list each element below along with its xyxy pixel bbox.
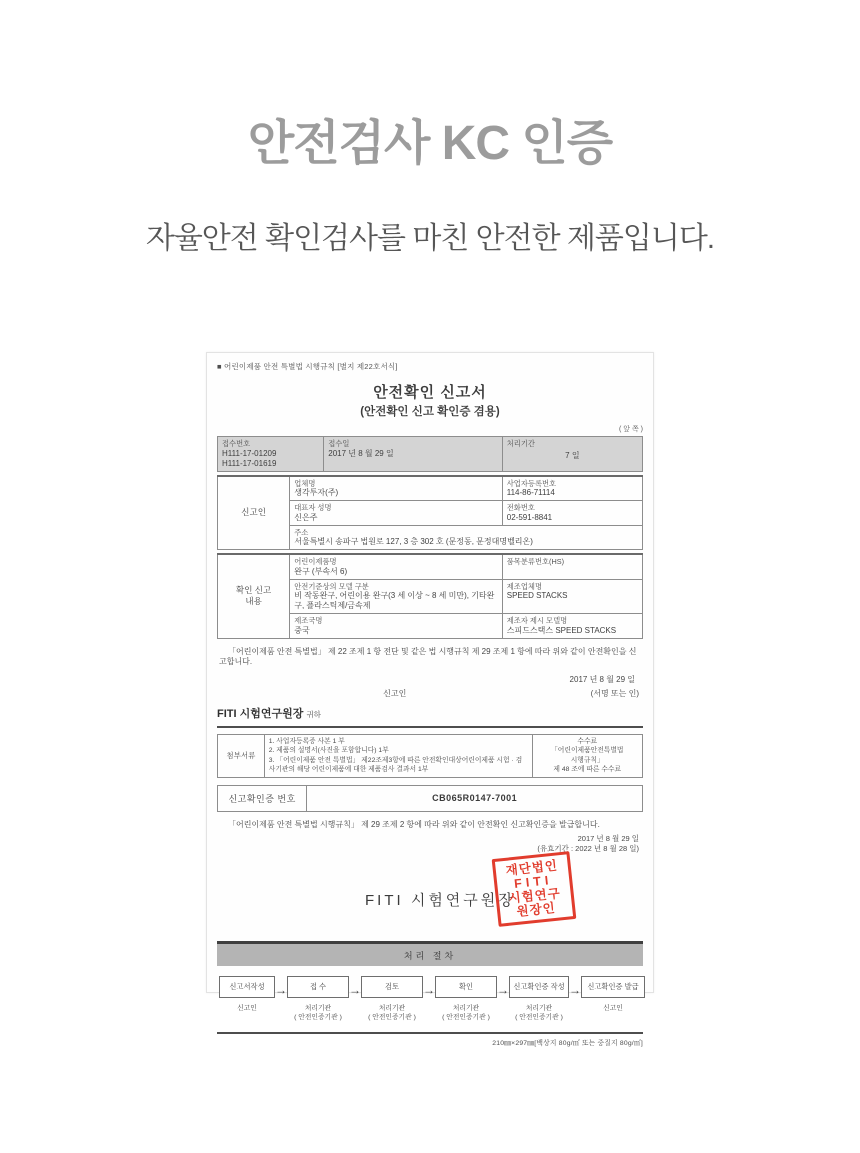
arrow-icon: → — [423, 983, 435, 998]
arrow-icon: → — [497, 983, 509, 998]
step-sub-line: 처리기관 — [304, 1005, 332, 1013]
address-value: 서울특별시 송파구 법원로 127, 3 층 302 호 (문정동, 문정대명벨리온) — [294, 537, 533, 546]
fee-cell — [532, 734, 643, 777]
stamp-line: FITI — [513, 873, 554, 892]
certificate-number-value: CB065R0147-7001 — [307, 785, 643, 811]
declaration-statement: 「어린이제품 안전 특별법」 제 22 조제 1 항 전단 및 같은 법 시행규칙 제 29 조제 1 항에 따라 위와 같이 안전확인을 신고합니다. — [219, 646, 637, 666]
company-label: 업체명 — [294, 478, 316, 488]
process-section-title: 처리 절차 — [217, 941, 643, 966]
maker-label: 제조업체명 — [506, 581, 542, 591]
phone-value: 02-591-8841 — [506, 512, 553, 522]
validity-period: (유효기간 : 2022 년 8 월 28 일) — [537, 843, 639, 853]
step-sub — [368, 1005, 416, 1023]
process-step — [219, 976, 275, 1014]
document-title: 안전확인 신고서 — [373, 384, 487, 401]
attachment-item: 1. 사업자등록증 사본 1 부 — [268, 737, 345, 745]
model-class-value: 비 작동완구, 어린이용 완구(3 세 이상 ~ 8 세 미만), 기타완구, 플라스틱제/금속제 — [294, 591, 495, 610]
issuer-name: FITI 시험연구원장 — [365, 892, 516, 910]
model-name-cell — [502, 614, 642, 639]
signature-row — [217, 688, 643, 699]
applicant-table — [217, 475, 643, 551]
fee-line: 「어린이제품안전특별법 — [551, 747, 624, 755]
issuance-dates — [217, 834, 639, 853]
bizno-label: 사업자등록번호 — [506, 478, 557, 488]
country-cell — [290, 614, 503, 639]
certificate-number-table — [217, 785, 643, 812]
step-sub — [515, 1005, 563, 1023]
fee-line: 제 48 조에 따른 수수료 — [553, 765, 622, 773]
step-box: 신고확인증 발급 — [581, 976, 645, 998]
step-sub-line: 처리기관 — [452, 1005, 480, 1013]
receipt-date-label: 접수일 — [328, 439, 350, 448]
maker-cell — [502, 579, 642, 614]
attachments-table — [217, 734, 643, 778]
step-box: 신고확인증 작성 — [509, 976, 569, 998]
attachments-list-cell — [264, 734, 532, 777]
addressee-suffix: 귀하 — [306, 709, 321, 719]
process-step — [509, 976, 569, 1023]
table-row — [218, 437, 643, 472]
declaration-date: 2017 년 8 월 29 일 — [569, 674, 635, 684]
step-box: 확인 — [435, 976, 497, 998]
phone-cell — [502, 501, 642, 526]
step-sub-line: ( 안전인증기관 ) — [294, 1014, 342, 1022]
model-class-label: 안전기준상의 모델 구분 — [294, 581, 369, 591]
ceo-cell — [290, 501, 503, 526]
declaration-section-label — [218, 554, 290, 638]
product-name-cell — [290, 554, 503, 579]
model-name-value: 스피드스택스 SPEED STACKS — [506, 625, 617, 635]
issuer-signature-area — [217, 855, 643, 939]
issuance-date: 2017 년 8 월 29 일 — [577, 834, 639, 844]
stamp-line: 재단법인 — [505, 858, 559, 879]
processing-period-label: 처리기간 — [506, 439, 535, 448]
stamp-line: 원장인 — [515, 901, 557, 920]
step-sub — [442, 1005, 490, 1023]
declaration-label-line2: 내용 — [245, 596, 262, 607]
receipt-no-label: 접수번호 — [222, 439, 251, 448]
step-sub-line: 처리기관 — [525, 1005, 553, 1013]
fee-line: 수수료 — [577, 738, 598, 746]
declaration-table — [217, 553, 643, 639]
address-cell — [290, 525, 643, 550]
table-row — [218, 785, 643, 811]
attachment-item: 3. 「어린이제품 안전 특별법」 제22조제3항에 따른 안전확인대상어린이제품 시험 · 검사기관의 해당 어린이제품에 대한 제품검사 결과서 1부 — [268, 756, 523, 774]
step-sub — [294, 1005, 342, 1023]
step-sub-line: ( 안전인증기관 ) — [515, 1014, 563, 1022]
certificate-number-label: 신고확인증 번호 — [218, 785, 307, 811]
issuance-statement: 「어린이제품 안전 특별법 시행규칙」 제 29 조제 2 항에 따라 위와 같이 안전확인 신고확인증을 발급합니다. — [228, 819, 600, 829]
hs-code-label: 품목분류번호(HS) — [506, 557, 565, 566]
signature-note: (서명 또는 인) — [590, 688, 639, 698]
country-value: 중국 — [294, 625, 310, 635]
section-divider — [217, 726, 643, 728]
process-step — [581, 976, 645, 1014]
company-value: 생각투자(주) — [294, 488, 339, 497]
processing-period-value: 7 일 — [565, 450, 580, 460]
applicant-section-label: 신고인 — [218, 476, 290, 550]
document-subtitle: (안전확인 신고 확인증 겸용) — [360, 406, 500, 418]
bottom-divider — [217, 1032, 643, 1034]
arrow-icon: → — [349, 983, 361, 998]
fee-line: 시행규칙」 — [570, 756, 604, 764]
page-subtitle: 자율안전 확인검사를 마친 안전한 제품입니다. — [145, 222, 715, 255]
addressee-name: FITI 시험연구원장 — [217, 707, 304, 720]
paper-spec-note: 210㎜×297㎜[백상지 80g/㎡ 또는 중질지 80g/㎡] — [492, 1039, 643, 1047]
step-sub-line: 처리기관 — [378, 1005, 406, 1013]
attachments-section-label: 첨부서류 — [218, 734, 265, 777]
step-sub-line: ( 안전인증기관 ) — [442, 1014, 490, 1022]
ceo-value: 신은주 — [294, 512, 318, 522]
hs-code-cell — [502, 554, 642, 579]
arrow-icon: → — [569, 983, 581, 998]
process-step — [287, 976, 349, 1023]
receipt-no-value-2: H111-17-01619 — [222, 458, 277, 468]
signer-label: 신고인 — [383, 688, 407, 698]
company-cell — [290, 476, 503, 501]
step-box: 검토 — [361, 976, 423, 998]
declaration-label-line1: 확인 신고 — [236, 585, 272, 596]
step-sub: 신고인 — [237, 1005, 257, 1013]
form-reference: ■ 어린이제품 안전 특별법 시행규칙 [별지 제22호서식] — [217, 362, 398, 371]
address-label: 주소 — [294, 527, 309, 537]
step-box: 접 수 — [287, 976, 349, 998]
bizno-cell — [502, 476, 642, 501]
bizno-value: 114-86-71114 — [506, 488, 555, 497]
product-name-value: 완구 (부속서 6) — [294, 566, 348, 576]
stamp-line: 시험연구 — [507, 886, 562, 907]
step-box: 신고서작성 — [219, 976, 275, 998]
process-step — [361, 976, 423, 1023]
process-flow — [217, 976, 643, 1023]
processing-period-cell — [502, 437, 642, 472]
product-name-label: 어린이제품명 — [294, 557, 337, 566]
addressee-line — [217, 705, 643, 721]
model-name-label: 제조자 제시 모델명 — [506, 616, 568, 625]
official-seal-stamp — [492, 851, 577, 927]
receipt-table — [217, 436, 643, 472]
receipt-date-cell — [324, 437, 503, 472]
receipt-no-cell — [218, 437, 324, 472]
page-title: 안전검사 KC 인증 — [247, 117, 613, 170]
table-row — [218, 554, 643, 579]
table-row — [218, 476, 643, 501]
receipt-date-value: 2017 년 8 월 29 일 — [328, 448, 394, 458]
receipt-no-value-1: H111-17-01209 — [222, 448, 277, 458]
step-sub-line: ( 안전인증기관 ) — [368, 1014, 416, 1022]
process-step — [435, 976, 497, 1023]
arrow-icon: → — [275, 983, 287, 998]
page-side-note: ( 앞 쪽 ) — [618, 426, 643, 433]
ceo-label: 대표자 성명 — [294, 503, 332, 512]
table-row — [218, 734, 643, 777]
step-sub: 신고인 — [603, 1005, 623, 1013]
maker-value: SPEED STACKS — [506, 591, 568, 600]
model-class-cell — [290, 579, 503, 614]
country-label: 제조국명 — [294, 616, 323, 625]
certificate-document — [206, 352, 654, 1047]
phone-label: 전화번호 — [506, 503, 535, 512]
attachment-item: 2. 제품의 설명서(사진을 포함합니다) 1부 — [268, 747, 389, 755]
